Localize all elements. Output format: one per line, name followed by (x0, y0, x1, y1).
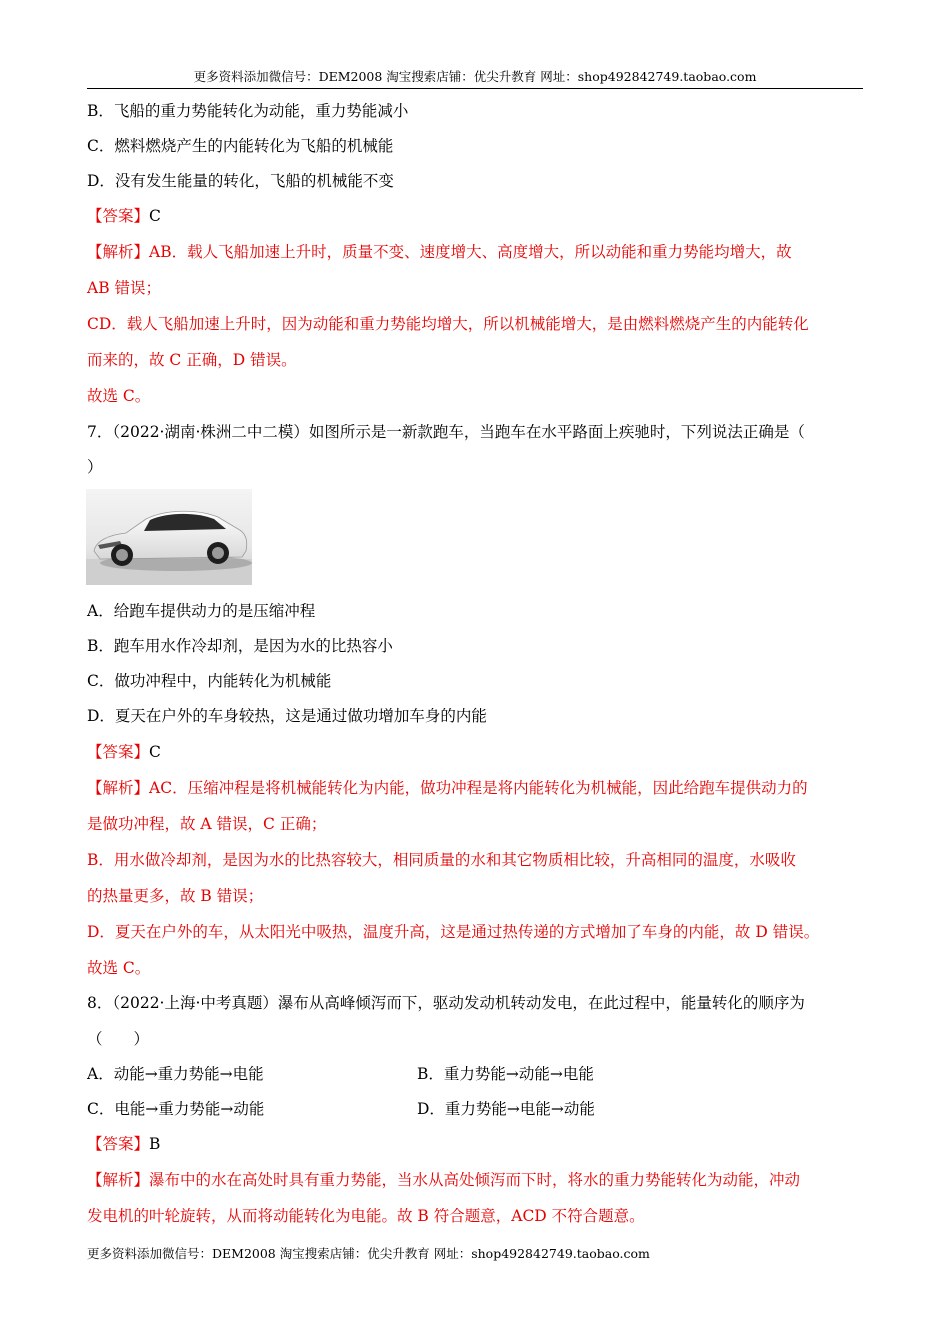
q8-option-b: B．重力势能→动能→电能 (417, 1065, 594, 1083)
q8-analysis-line-1 (87, 1170, 800, 1190)
q6-analysis-line-1 (87, 242, 792, 262)
answer-value: C (149, 743, 161, 761)
q8-stem-line-1: 8．（2022·上海·中考真题）瀑布从高峰倾泻而下，驱动发动机转动发电，在此过程中，能量转化的顺序为 (87, 994, 805, 1012)
q6-conclusion: 故选 C。 (87, 387, 151, 405)
answer-tag: 【答案】 (87, 1135, 150, 1153)
q8-option-c: C．电能→重力势能→动能 (87, 1100, 265, 1118)
q8-analysis-line-2: 发电机的叶轮旋转，从而将动能转化为电能。故 B 符合题意，ACD 不符合题意。 (87, 1207, 645, 1225)
q6-analysis-line-4: 而来的，故 C 正确，D 错误。 (87, 351, 297, 369)
q8-option-a: A．动能→重力势能→电能 (87, 1065, 264, 1083)
analysis-text: 瀑布中的水在高处时具有重力势能，当水从高处倾泻而下时，将水的重力势能转化为动能，冲动 (149, 1171, 801, 1189)
q6-option-d: D．没有发生能量的转化，飞船的机械能不变 (87, 172, 394, 190)
q6-option-b: B．飞船的重力势能转化为动能，重力势能减小 (87, 102, 409, 120)
q7-analysis-line-3: B．用水做冷却剂，是因为水的比热容较大，相同质量的水和其它物质相比较，升高相同的温度，水吸收 (87, 851, 796, 869)
page-header: 更多资料添加微信号：DEM2008 淘宝搜索店铺：优尖升教育 网址：shop492842749.taobao.com (87, 66, 863, 89)
analysis-tag: 【解析】 (87, 1171, 150, 1189)
q6-answer (87, 206, 161, 226)
q7-conclusion: 故选 C。 (87, 959, 151, 977)
q7-analysis-line-2: 是做功冲程，故 A 错误，C 正确； (87, 815, 327, 833)
q7-option-a: A．给跑车提供动力的是压缩冲程 (87, 602, 316, 620)
q7-analysis-line-1 (87, 778, 808, 798)
q8-answer (87, 1134, 160, 1154)
answer-value: B (149, 1135, 161, 1153)
q8-stem-line-2: （ ） (87, 1030, 150, 1048)
q7-option-c: C．做功冲程中，内能转化为机械能 (87, 672, 332, 690)
sports-car-image (86, 489, 252, 585)
analysis-tag: 【解析】 (87, 779, 150, 797)
q7-analysis-line-5: D．夏天在户外的车，从太阳光中吸热，温度升高，这是通过热传递的方式增加了车身的内能，故 D 错误。 (87, 923, 820, 941)
q7-stem-line-1: 7．（2022·湖南·株洲二中二模）如图所示是一新款跑车，当跑车在水平路面上疾驰时，下列说法正确是（ (87, 423, 805, 441)
q8-option-d: D．重力势能→电能→动能 (417, 1100, 595, 1118)
q6-analysis-line-3: CD．载人飞船加速上升时，因为动能和重力势能均增大，所以机械能增大，是由燃料燃烧产生的内能转化 (87, 315, 809, 333)
q6-analysis-line-2: AB 错误； (87, 279, 162, 297)
q7-option-d: D．夏天在户外的车身较热，这是通过做功增加车身的内能 (87, 707, 487, 725)
q7-stem-line-2: ） (87, 458, 103, 476)
q7-answer (87, 742, 161, 762)
analysis-tag: 【解析】 (87, 243, 150, 261)
q7-option-b: B．跑车用水作冷却剂，是因为水的比热容小 (87, 637, 393, 655)
q6-option-c: C．燃料燃烧产生的内能转化为飞船的机械能 (87, 137, 394, 155)
page-footer: 更多资料添加微信号：DEM2008 淘宝搜索店铺：优尖升教育 网址：shop492842749.taobao.com (87, 1246, 650, 1261)
answer-tag: 【答案】 (87, 743, 150, 761)
analysis-text: AC．压缩冲程是将机械能转化为内能，做功冲程是将内能转化为机械能，因此给跑车提供动力的 (149, 779, 808, 797)
answer-tag: 【答案】 (87, 207, 150, 225)
answer-value: C (149, 207, 161, 225)
q7-analysis-line-4: 的热量更多，故 B 错误； (87, 887, 264, 905)
analysis-text: AB．载人飞船加速上升时，质量不变、速度增大、高度增大，所以动能和重力势能均增大，故 (149, 243, 792, 261)
